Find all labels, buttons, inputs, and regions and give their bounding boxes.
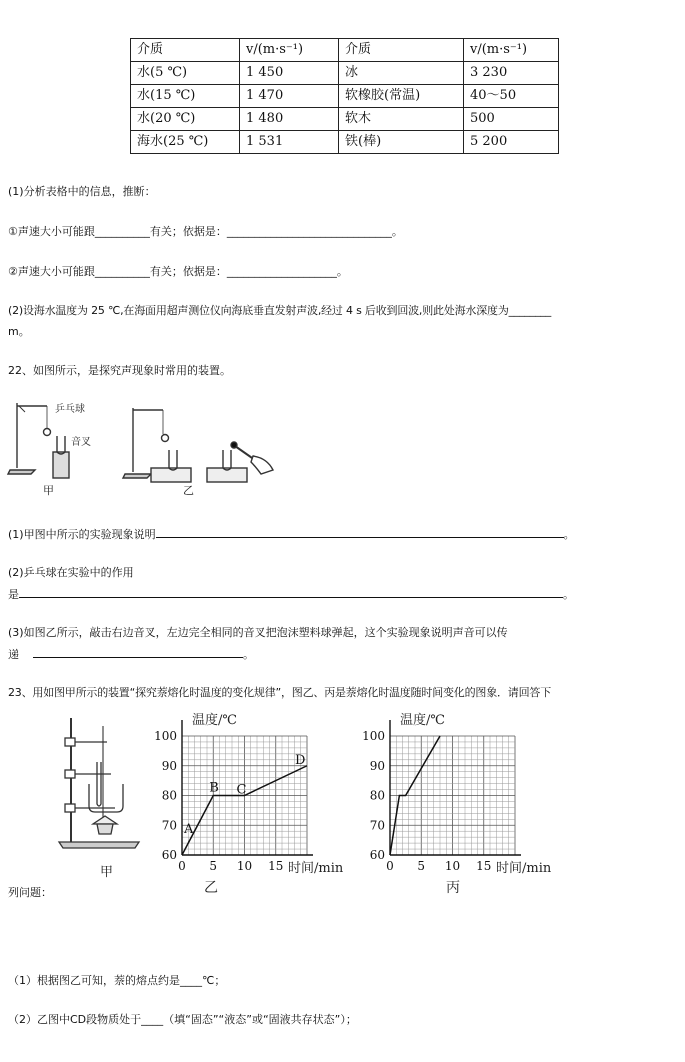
x-tick-label: 10 — [236, 859, 253, 873]
apparatus-yi — [123, 408, 273, 482]
q22-part2-prefix: 是 — [8, 588, 19, 601]
naphthalene-apparatus-figure — [55, 712, 145, 882]
table-cell: 1 450 — [240, 62, 339, 85]
q21-part1-text: (1)分析表格中的信息，推断： — [8, 185, 156, 198]
header-cell: v/(m·s⁻¹) — [240, 39, 339, 62]
table-row — [131, 108, 559, 131]
table-header-row — [131, 39, 559, 62]
header-cell: v/(m·s⁻¹) — [464, 39, 559, 62]
table-cell: 水(15 ℃) — [131, 85, 240, 108]
x-tick-label: 15 — [476, 859, 492, 873]
table-cell: 5 200 — [464, 131, 559, 154]
answer-blank[interactable] — [156, 525, 564, 538]
q21-part1a-text: ①声速大小可能跟__________有关；依据是：______________________________。 — [8, 225, 403, 238]
table-cell: 软木 — [339, 108, 464, 131]
point-label: B — [209, 780, 219, 796]
label-fork: 音叉 — [71, 437, 91, 448]
table-cell: 500 — [464, 108, 559, 131]
q23-title-continued: 列问题： — [8, 886, 52, 899]
q21-part1b-text: ②声速大小可能跟__________有关；依据是：____________________。 — [8, 265, 348, 278]
table-cell: 3 230 — [464, 62, 559, 85]
q22-part3-end: 。 — [243, 648, 254, 661]
table-cell: 1 480 — [240, 108, 339, 131]
chart-yi — [150, 708, 360, 898]
y-tick-label: 60 — [369, 848, 385, 862]
y-tick-label: 90 — [161, 758, 177, 773]
q22-part1 — [8, 525, 575, 542]
label-yi: 乙 — [183, 484, 194, 497]
x-tick-label: 5 — [209, 859, 218, 873]
chart-title: 乙 — [204, 880, 218, 896]
chart-bing — [358, 708, 568, 898]
y-tick-label: 90 — [369, 758, 385, 773]
point-label: D — [295, 752, 306, 768]
table-cell: 铁(棒) — [339, 131, 464, 154]
y-tick-label: 70 — [369, 818, 385, 833]
q23-title: 23、用如图甲所示的装置“探究萘熔化时温度的变化规律”，图乙、丙是萘熔化时温度随时间变化的图象．请回答下 — [8, 686, 551, 699]
y-tick-label: 60 — [161, 848, 177, 862]
x-tick-label: 15 — [268, 859, 284, 873]
q22-part2 — [8, 585, 574, 602]
x-tick-label: 10 — [444, 859, 461, 873]
y-tick-label: 100 — [362, 729, 385, 743]
table-cell: 1 470 — [240, 85, 339, 108]
y-tick-label: 80 — [161, 788, 177, 803]
point-label: C — [236, 782, 247, 798]
table-row — [131, 62, 559, 85]
table-cell: 1 531 — [240, 131, 339, 154]
table-cell: 海水(25 ℃) — [131, 131, 240, 154]
q21-part2-unit: m。 — [8, 325, 30, 338]
q22-part3 — [8, 645, 254, 662]
q22-part2-end: 。 — [563, 588, 574, 601]
table-cell: 冰 — [339, 62, 464, 85]
y-tick-label: 80 — [369, 788, 385, 803]
table-cell: 水(5 ℃) — [131, 62, 240, 85]
table-row — [131, 131, 559, 154]
y-tick-label: 70 — [161, 818, 177, 833]
q21-part2-text: (2)设海水温度为 25 ℃,在海面用超声测位仪向海底垂直发射声波,经过 4 s 后收到回波,则此处海水深度为________ — [8, 304, 552, 317]
table-row — [131, 85, 559, 108]
x-tick-label: 0 — [178, 859, 186, 873]
header-cell: 介质 — [339, 39, 464, 62]
q22-part1-text: (1)甲图中所示的实验现象说明 — [8, 528, 156, 541]
x-axis-label: 时间/min — [288, 861, 344, 876]
point-label: A — [184, 822, 194, 837]
sound-apparatus-figure — [5, 398, 285, 498]
table-cell: 软橡胶(常温) — [339, 85, 464, 108]
label-pingpong: 乒乓球 — [55, 404, 85, 415]
q22-part3-prefix: 递 — [8, 648, 19, 661]
x-axis-label: 时间/min — [496, 861, 552, 876]
q23-part2-text: （2）乙图中CD段物质处于____（填“固态”“液态”或“固液共存状态”）； — [8, 1013, 357, 1026]
y-axis-label: 温度/℃ — [400, 713, 445, 728]
header-cell: 介质 — [131, 39, 240, 62]
q22-part1-end: 。 — [563, 528, 575, 541]
speed-of-sound-table — [130, 38, 559, 154]
table-cell: 水(20 ℃) — [131, 108, 240, 131]
answer-blank[interactable] — [33, 645, 243, 658]
table-cell: 40～50 — [464, 85, 559, 108]
chart-title: 丙 — [446, 880, 460, 896]
answer-blank[interactable] — [19, 585, 563, 598]
x-tick-label: 5 — [417, 859, 426, 873]
x-tick-label: 0 — [386, 859, 394, 873]
y-axis-label: 温度/℃ — [192, 713, 237, 728]
iron-stand — [59, 718, 139, 848]
label-jia: 甲 — [43, 484, 54, 497]
label-jia-23: 甲 — [100, 865, 114, 880]
q22-title: 22、如图所示，是探究声现象时常用的装置。 — [8, 364, 231, 377]
y-tick-label: 100 — [154, 729, 177, 743]
q23-part1-text: （1）根据图乙可知，萘的熔点约是____℃； — [8, 974, 226, 987]
q22-part2-text: (2)乒乓球在实验中的作用 — [8, 566, 134, 579]
q22-part3-text: (3)如图乙所示，敲击右边音叉，左边完全相同的音叉把泡沫塑料球弹起，这个实验现象说明声音可以传 — [8, 626, 508, 639]
